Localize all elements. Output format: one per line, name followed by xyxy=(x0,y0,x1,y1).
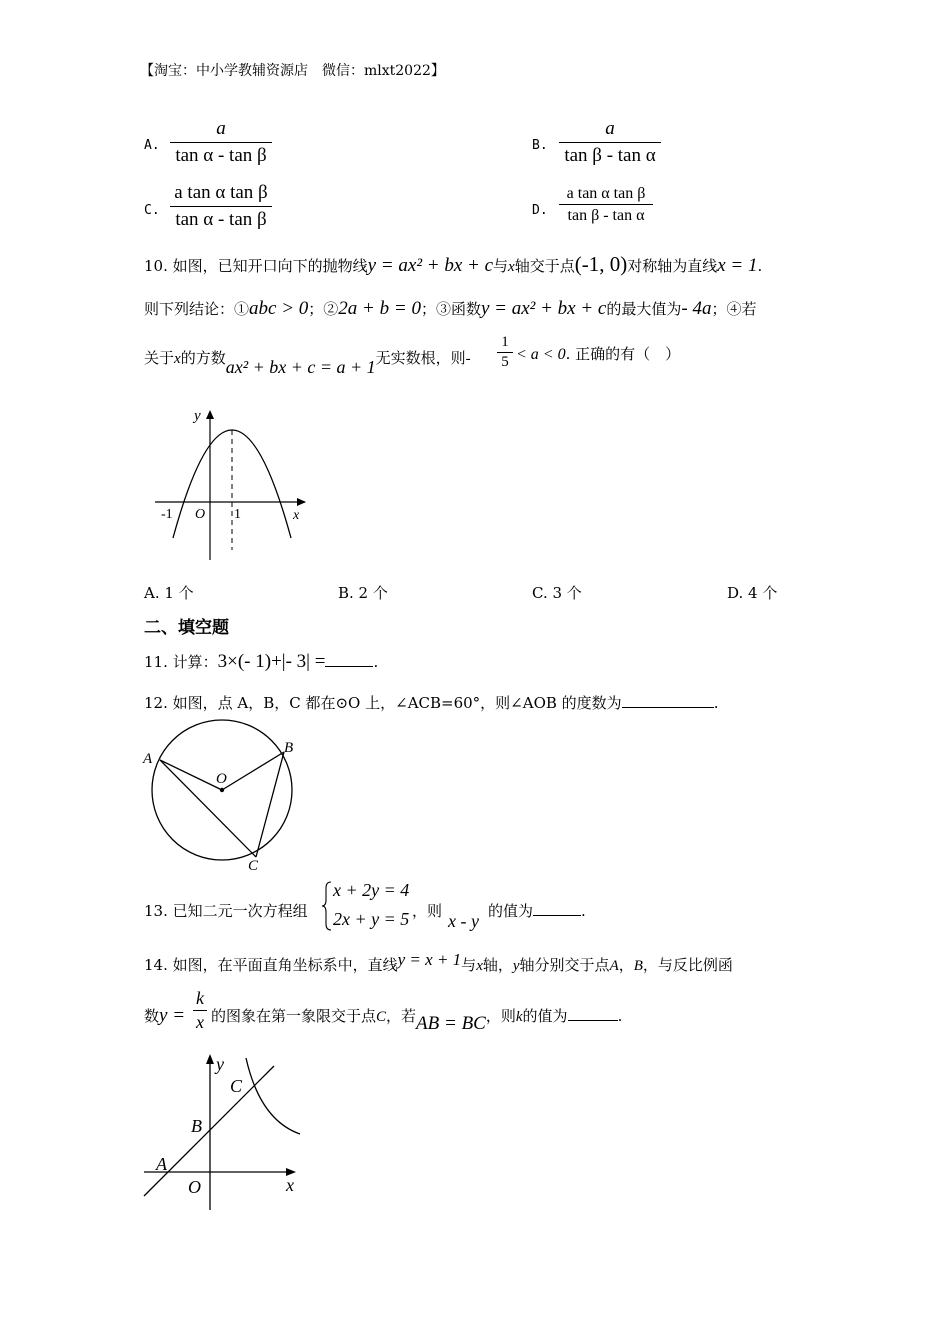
option-a-letter: A. xyxy=(144,138,160,153)
q10-point: (-1, 0) xyxy=(574,252,628,276)
q13-answer-blank xyxy=(533,914,581,916)
section-title: 二、填空题 xyxy=(144,618,229,638)
q11-expression: 3×(- 1)+|- 3| = xyxy=(217,651,326,672)
q10-line1: 10. 如图，已知开口向下的抛物线y = ax² + bx + c与x轴交于点(-1, 0)对称轴为直线x = 1. xyxy=(144,252,763,276)
q14-coordinate-graph xyxy=(138,1050,308,1215)
label-o: O xyxy=(216,771,227,787)
y-axis-arrow-icon xyxy=(206,410,214,419)
neg1-label: -1 xyxy=(161,507,173,522)
q12-text: 12. 如图，点 A，B，C 都在⊙O 上，∠ACB=60°，则∠AOB 的度数为 . xyxy=(144,694,719,712)
label-b: B xyxy=(191,1116,202,1136)
q12-circle-figure xyxy=(138,718,308,876)
q13-prefix: 13. 已知二元一次方程组 xyxy=(144,902,308,920)
q13-eq1: x + 2y = 4 xyxy=(333,880,410,900)
y-axis-arrow-icon xyxy=(206,1054,214,1064)
origin-label: O xyxy=(195,507,206,522)
label-b: B xyxy=(284,740,294,756)
label-a: A xyxy=(143,751,153,767)
hyperbola-curve xyxy=(246,1058,300,1134)
q14-fraction-k-x: k x xyxy=(193,988,207,1033)
one-label: 1 xyxy=(234,507,241,522)
q10-option-c: C. 3 个 xyxy=(532,584,582,602)
option-c-letter: C. xyxy=(144,203,160,218)
q10-option-a: A. 1 个 xyxy=(144,584,194,602)
q10-fraction-1-5: 1 5 xyxy=(497,334,513,371)
label-a: A xyxy=(156,1154,167,1174)
label-c: C xyxy=(230,1076,243,1096)
option-d-letter: D. xyxy=(532,203,548,218)
q11-answer-blank xyxy=(325,665,373,667)
origin-label: O xyxy=(188,1177,201,1197)
q10-parabola-graph xyxy=(150,400,320,570)
q12-answer-blank xyxy=(622,706,714,708)
y-label: y xyxy=(216,1054,224,1074)
q10-line2: 则下列结论：①abc > 0；②2a + b = 0；③函数y = ax² + bx + c的最大值为- 4a；④若 xyxy=(144,298,757,319)
q14-line2-a: 数y = xyxy=(144,1005,186,1026)
x-label: x xyxy=(286,1175,294,1195)
x-label: x xyxy=(293,508,300,523)
option-b-fraction: a tan β - tan α xyxy=(559,117,661,168)
q13-suffix: 的值为 . xyxy=(488,902,586,920)
q14-answer-blank xyxy=(568,1019,618,1021)
segment-ob xyxy=(222,752,284,790)
q13-eq2: 2x + y = 5 xyxy=(333,909,410,929)
q13-expr: x - y xyxy=(448,911,479,931)
option-a-fraction: a tan α - tan β xyxy=(170,117,272,168)
q10-option-b: B. 2 个 xyxy=(338,584,388,602)
header-watermark: 【淘宝：中小学教辅资源店 微信：mlxt2022】 xyxy=(140,63,445,79)
q11: 11. 计算：3×(- 1)+|- 3| = . xyxy=(144,651,379,672)
q10-line3-tail: < a < 0. 正确的有（ ） xyxy=(516,345,681,363)
y-label: y xyxy=(194,408,201,424)
q10-option-d: D. 4 个 xyxy=(727,584,778,602)
segment-ao xyxy=(160,760,222,790)
segment-ac xyxy=(160,760,256,857)
q14-line1: 14. 如图，在平面直角坐标系中，直线y = x + 1与x轴，y轴分别交于点A，B，与反比例函 xyxy=(144,950,733,974)
center-dot xyxy=(220,788,224,792)
brace-icon xyxy=(321,880,333,932)
q10-axis-eq: x = 1 xyxy=(717,255,758,276)
x-axis-arrow-icon xyxy=(297,498,306,506)
option-b-letter: B. xyxy=(532,138,548,153)
label-c: C xyxy=(248,858,259,874)
q14-line2-b: 的图象在第一象限交于点C，若AB = BC，则k的值为 . xyxy=(211,1007,623,1034)
option-d-fraction: a tan α tan β tan β - tan α xyxy=(559,184,653,225)
q10-line3: 关于x的方数ax² + bx + c = a + 1无实数根，则- xyxy=(144,349,471,377)
q13-mid: ，则 xyxy=(412,902,443,920)
q10-parabola-eq: y = ax² + bx + c xyxy=(367,255,494,276)
option-c-fraction: a tan α tan β tan α - tan β xyxy=(170,181,272,232)
